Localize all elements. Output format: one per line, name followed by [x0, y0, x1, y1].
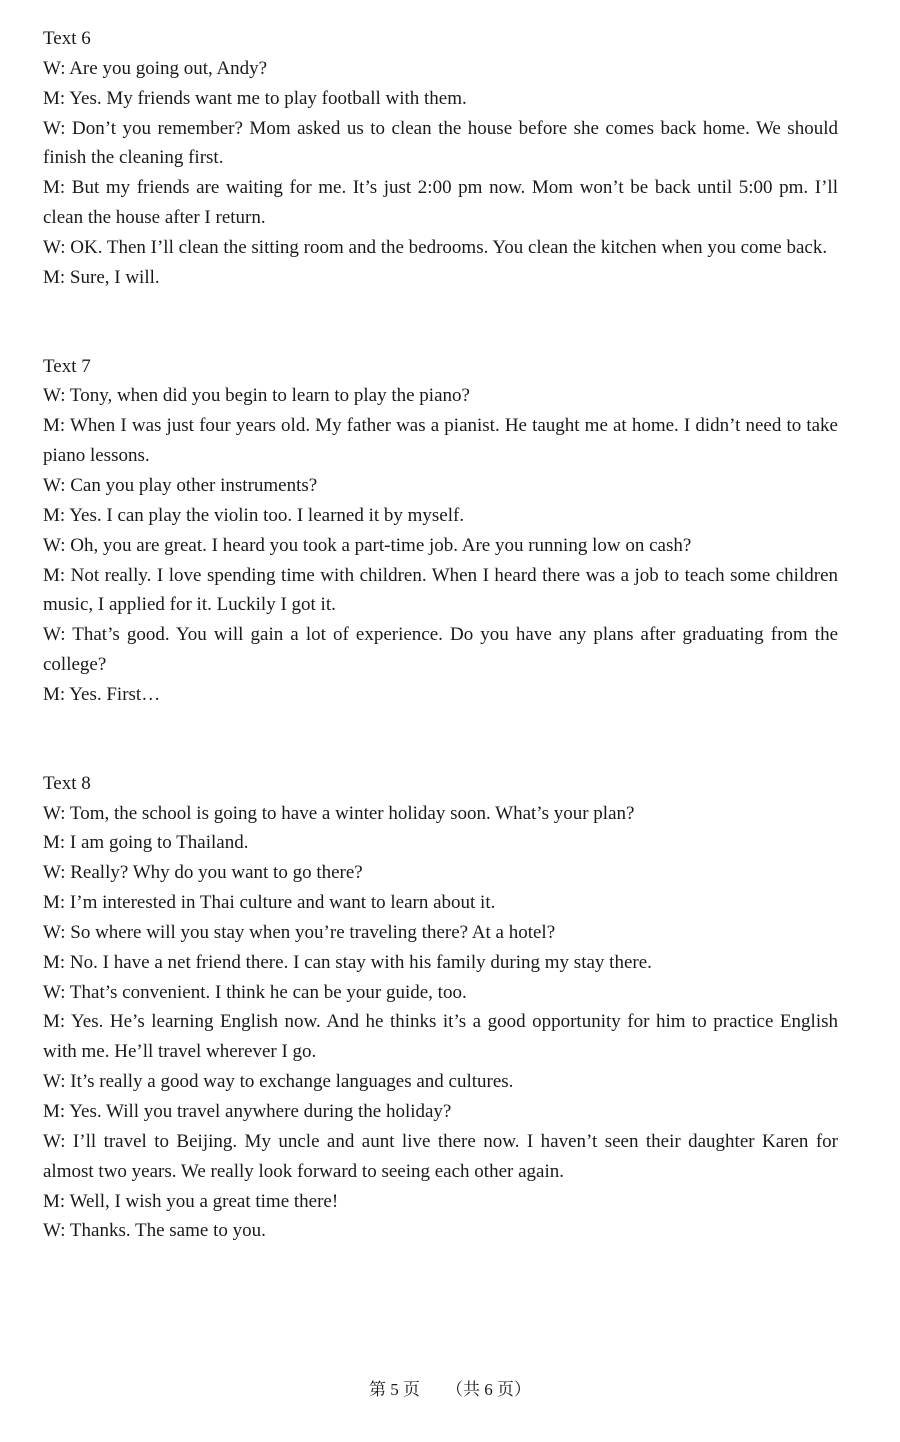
dialogue-line: W: OK. Then I’ll clean the sitting room and the bedrooms. You clean the kitchen when you come back.: [43, 236, 828, 258]
dialogue-line: W: It’s really a good way to exchange languages and cultures.: [43, 1071, 514, 1093]
dialogue-line: W: That’s good. You will gain a lot of experience. Do you have any plans after graduating from the college?: [43, 624, 838, 676]
dialogue-section-text-8: [43, 769, 838, 1247]
section-title: Text 7: [43, 355, 91, 377]
dialogue-section-text-6: [43, 24, 838, 293]
document-page: [43, 24, 838, 1246]
page-total: （共 6 页）: [446, 1380, 531, 1399]
dialogue-line: M: No. I have a net friend there. I can stay with his family during my stay there.: [43, 951, 652, 973]
page-number: 第 5 页: [369, 1380, 420, 1399]
dialogue-line: M: I’m interested in Thai culture and want to learn about it.: [43, 892, 496, 914]
dialogue-line: W: Tom, the school is going to have a winter holiday soon. What’s your plan?: [43, 802, 635, 824]
dialogue-line: W: Can you play other instruments?: [43, 474, 318, 496]
page-footer: [0, 1378, 900, 1402]
dialogue-line: M: But my friends are waiting for me. It’s just 2:00 pm now. Mom won’t be back until 5:00 pm. I’ll clean the house after I return.: [43, 177, 838, 229]
dialogue-line: W: Thanks. The same to you.: [43, 1220, 266, 1242]
dialogue-line: M: When I was just four years old. My father was a pianist. He taught me at home. I didn’t need to take piano lessons.: [43, 415, 838, 467]
dialogue-section-text-7: [43, 352, 838, 710]
dialogue-line: W: I’ll travel to Beijing. My uncle and aunt live there now. I haven’t seen their daughter Karen for almost two years. We really look forward to seeing each other again.: [43, 1130, 838, 1182]
dialogue-line: W: Really? Why do you want to go there?: [43, 862, 363, 884]
section-title: Text 6: [43, 28, 91, 49]
dialogue-line: M: Well, I wish you a great time there!: [43, 1190, 339, 1212]
dialogue-line: M: Yes. My friends want me to play football with them.: [43, 87, 467, 109]
dialogue-line: M: Sure, I will.: [43, 266, 160, 288]
dialogue-line: M: Yes. First…: [43, 683, 161, 705]
dialogue-line: W: That’s convenient. I think he can be your guide, too.: [43, 981, 467, 1003]
dialogue-line: W: Don’t you remember? Mom asked us to clean the house before she comes back home. We should finish the cleaning first.: [43, 117, 838, 169]
dialogue-line: M: Yes. I can play the violin too. I learned it by myself.: [43, 504, 465, 526]
dialogue-line: M: I am going to Thailand.: [43, 832, 249, 854]
dialogue-line: M: Not really. I love spending time with children. When I heard there was a job to teach some children music, I applied for it. Luckily I got it.: [43, 564, 838, 616]
dialogue-line: W: Tony, when did you begin to learn to play the piano?: [43, 385, 470, 407]
dialogue-line: W: Oh, you are great. I heard you took a part-time job. Are you running low on cash?: [43, 534, 692, 556]
dialogue-line: M: Yes. He’s learning English now. And he thinks it’s a good opportunity for him to practice English with me. He’ll travel wherever I go.: [43, 1011, 838, 1063]
dialogue-line: W: So where will you stay when you’re traveling there? At a hotel?: [43, 921, 556, 943]
section-title: Text 8: [43, 772, 91, 794]
dialogue-line: W: Are you going out, Andy?: [43, 57, 268, 79]
dialogue-line: M: Yes. Will you travel anywhere during the holiday?: [43, 1101, 452, 1122]
